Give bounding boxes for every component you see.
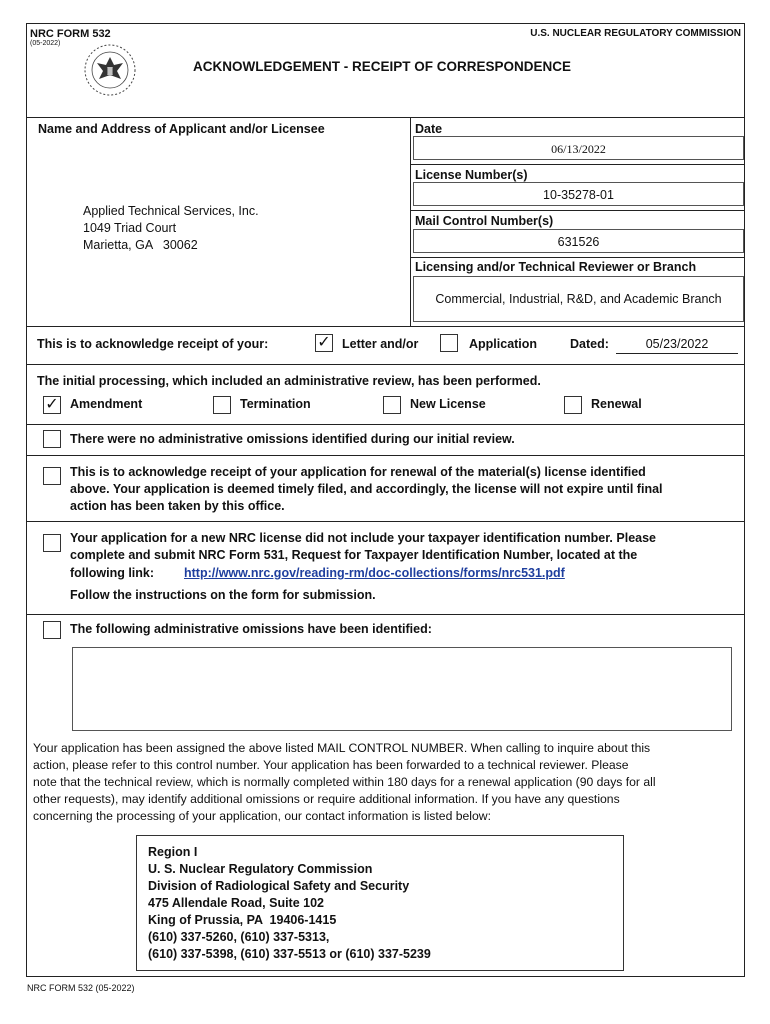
license-number-value: 10-35278-01 [543,188,614,202]
amendment-checkbox[interactable]: ✓ [43,396,61,414]
omissions-checkbox[interactable] [43,621,61,639]
processing-info-line1: Your application has been assigned the above listed MAIL CONTROL NUMBER. When calling to inquire about this [33,741,651,755]
form-number: NRC FORM 532 [30,28,111,40]
mail-control-label: Mail Control Number(s) [415,214,554,228]
divider [410,210,744,211]
processing-info-line3: note that the technical review, which is normally completed within 180 days for a renewal application (90 days for all [33,775,656,789]
contact-phones-2: (610) 337-5398, (610) 337-5513 or (610) 337-5239 [148,947,431,961]
reviewer-field[interactable] [413,276,744,322]
new-license-label: New License [410,397,486,411]
termination-label: Termination [240,397,311,411]
renewal-label: Renewal [591,397,642,411]
applicant-name: Applied Technical Services, Inc. [83,204,259,218]
divider [27,117,744,118]
renewal-checkbox[interactable] [564,396,582,414]
dated-label: Dated: [570,337,609,351]
application-checkbox[interactable] [440,334,458,352]
divider [27,521,744,522]
divider [410,117,411,326]
processing-info-line2: action, please refer to this control number. Your application has been forwarded to a technical reviewer. Please [33,758,629,772]
divider [27,614,744,615]
contact-division: Division of Radiological Safety and Security [148,879,410,893]
processing-info-line5: concerning the processing of your application, our contact information is listed below: [33,809,491,823]
date-label: Date [415,122,443,136]
form-title: ACKNOWLEDGEMENT - RECEIPT OF CORRESPONDENCE [193,59,572,74]
contact-phones-1: (610) 337-5260, (610) 337-5313, [148,930,330,944]
divider [27,424,744,425]
amendment-label: Amendment [70,397,143,411]
receipt-lead: This is to acknowledge receipt of your: [37,337,269,351]
divider [27,364,744,365]
mail-control-field[interactable] [413,229,744,253]
contact-box [136,835,624,971]
contact-city: King of Prussia, PA 19406-1415 [148,913,337,927]
application-label: Application [469,337,538,351]
applicant-street: 1049 Triad Court [83,221,177,235]
date-field[interactable] [413,136,744,160]
renewal-ack-line2: above. Your application is deemed timely filed, and accordingly, the license will not expire until final [70,482,663,496]
reviewer-value: Commercial, Industrial, R&D, and Academic Branch [435,292,722,306]
termination-checkbox[interactable] [213,396,231,414]
renewal-ack-checkbox[interactable] [43,467,61,485]
letter-checkbox[interactable]: ✓ [315,334,333,352]
dated-value[interactable]: 05/23/2022 [616,337,738,354]
license-label: License Number(s) [415,168,528,182]
taxpayer-checkbox[interactable] [43,534,61,552]
processing-info-line4: other requests), may identify additional omissions or require additional information. If you have any questions [33,792,620,806]
nrc-seal-icon [83,43,137,97]
date-value: 06/13/2022 [551,142,606,156]
agency-name: U.S. NUCLEAR REGULATORY COMMISSION [530,28,741,39]
applicant-label: Name and Address of Applicant and/or Licensee [38,122,325,136]
mail-control-value: 631526 [557,235,600,249]
new-license-checkbox[interactable] [383,396,401,414]
contact-region: Region I [148,845,198,859]
footer-form-id: NRC FORM 532 (05-2022) [27,983,135,993]
processing-statement: The initial processing, which included an administrative review, has been performed. [37,374,541,388]
taxpayer-line1: Your application for a new NRC license did not include your taxpayer identification number. Please [70,531,656,545]
divider [27,326,744,327]
taxpayer-line2: complete and submit NRC Form 531, Request for Taxpayer Identification Number, located at the [70,548,638,562]
no-omissions-text: There were no administrative omissions identified during our initial review. [70,432,515,446]
divider [410,164,744,165]
letter-label: Letter and/or [342,337,419,351]
form-frame [26,23,745,977]
form-date: (05-2022) [30,40,61,47]
contact-street: 475 Allendale Road, Suite 102 [148,896,324,910]
contact-agency: U. S. Nuclear Regulatory Commission [148,862,373,876]
omissions-label: The following administrative omissions have been identified: [70,622,432,636]
license-number-field[interactable] [413,182,744,206]
no-omissions-checkbox[interactable] [43,430,61,448]
divider [410,257,744,258]
taxpayer-line4: Follow the instructions on the form for submission. [70,588,376,602]
taxpayer-line3-prefix: following link: [70,566,155,580]
applicant-city: Marietta, GA 30062 [83,238,198,252]
renewal-ack-line3: action has been taken by this office. [70,499,285,513]
omissions-textarea[interactable] [72,647,732,731]
nrc531-link[interactable]: http://www.nrc.gov/reading-rm/doc-collections/forms/nrc531.pdf [184,566,565,580]
renewal-ack-line1: This is to acknowledge receipt of your application for renewal of the material(s) license identified [70,465,646,479]
reviewer-label: Licensing and/or Technical Reviewer or Branch [415,260,697,274]
divider [27,455,744,456]
